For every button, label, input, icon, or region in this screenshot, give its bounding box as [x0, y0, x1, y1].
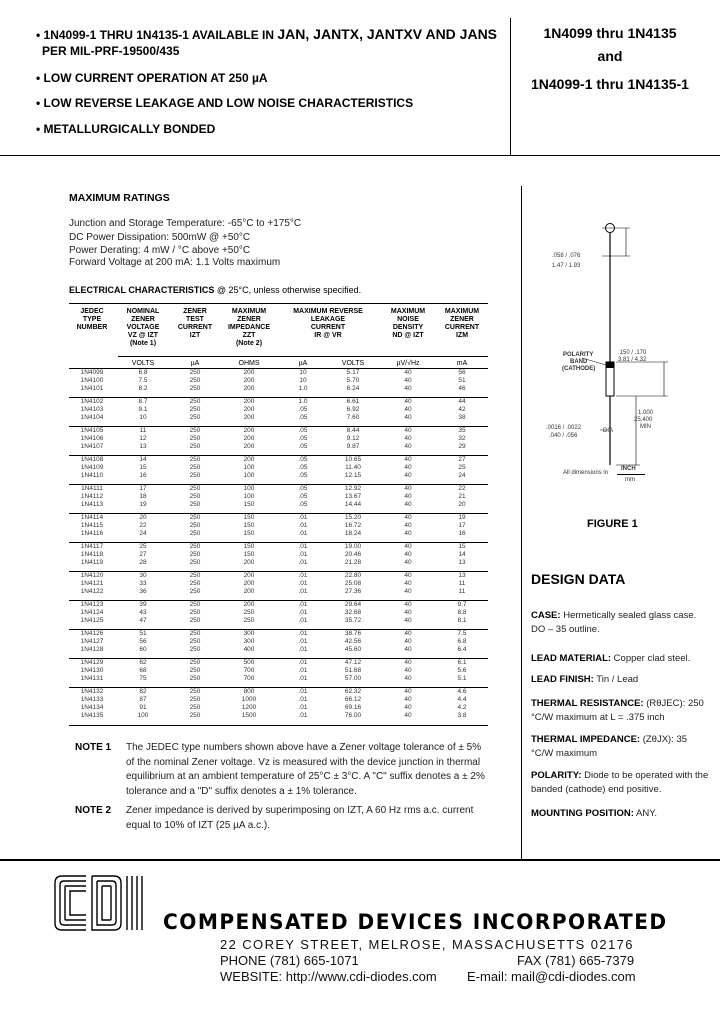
izt-cell: 250 250 250 [189, 398, 201, 421]
feature-line-2: PER MIL-PRF-19500/435 [42, 44, 180, 58]
izt-cell: 250 250 250 [189, 543, 201, 566]
company-address: 22 COREY STREET, MELROSE, MASSACHUSETTS 02176 [220, 937, 634, 952]
dim-body-len: .150 / .170 [618, 350, 647, 356]
part-range-and: and [597, 48, 623, 64]
diode-drawing [530, 190, 715, 490]
type-cell: 1N4129 1N4130 1N4131 [80, 659, 104, 682]
rating-line: Forward Voltage at 200 mA: 1.1 Volts maximum [69, 257, 281, 268]
zzt-cell: 200 200 200 [243, 369, 255, 392]
ir-cell: .01 .01 .01 [298, 543, 308, 566]
izm-cell: 22 21 20 [458, 485, 466, 508]
design-data-heading: DESIGN DATA [531, 571, 626, 587]
type-cell: 1N4099 1N4100 1N4101 [80, 369, 104, 392]
nd-cell: 40 40 40 [404, 485, 412, 508]
body-column-divider [521, 186, 522, 859]
dim-band: BAND [570, 359, 588, 365]
type-cell: 1N4111 1N4112 1N4113 [80, 485, 104, 508]
izm-cell: 15 14 13 [458, 543, 466, 566]
ir-cell: .01 .01 .01 [298, 572, 308, 595]
vz-cell: 8.7 9.1 10 [138, 398, 148, 421]
top-divider [0, 155, 720, 156]
vz-cell: 62 68 75 [139, 659, 147, 682]
vz-cell: 82 87 91 100 [137, 688, 149, 719]
dim-dia: DIA [603, 428, 614, 434]
nd-cell: 40 40 40 [404, 630, 412, 653]
vz-cell: 11 12 13 [139, 427, 147, 450]
dim-lead-dia: .058 / .076 [552, 253, 581, 259]
col-header-vz: NOMINAL ZENER VOLTAGE VZ @ IZT (Note 1) [126, 308, 160, 347]
vz-cell: 20 22 24 [139, 514, 147, 537]
feature-line-5: • METALLURGICALLY BONDED [36, 122, 216, 136]
rating-line: Junction and Storage Temperature: -65°C to +175°C [69, 218, 302, 229]
vr-cell: 47.12 51.68 57.00 [344, 659, 362, 682]
units-rule [118, 356, 488, 357]
zzt-cell: 100 100 150 [243, 485, 255, 508]
ir-cell: .01 .01 .01 [298, 514, 308, 537]
izt-cell: 250 250 250 [189, 514, 201, 537]
ir-cell: 1.0 .05 .05 [298, 398, 308, 421]
izt-cell: 250 250 250 [189, 485, 201, 508]
rating-line: DC Power Dissipation: 500mW @ +50°C [69, 232, 251, 243]
dim-wire-dia-mm: .040 / .056 [549, 433, 578, 439]
col-header-nd: MAXIMUM NOISE DENSITY ND @ IZT [390, 308, 426, 339]
vr-cell: 8.44 9.12 9.87 [346, 427, 360, 450]
table-bottom-rule [69, 725, 488, 726]
design-data-mounting: MOUNTING POSITION: ANY. [531, 808, 657, 819]
unit-izm: mA [456, 360, 468, 367]
izt-cell: 250 250 250 [189, 456, 201, 479]
figure-caption: FIGURE 1 [587, 518, 638, 530]
design-data-lead-finish: LEAD FINISH: Tin / Lead [531, 674, 639, 685]
type-cell: 1N4132 1N4133 1N4134 1N4135 [80, 688, 104, 719]
max-ratings-heading: MAXIMUM RATINGS [69, 192, 170, 204]
col-header-type: JEDEC TYPE NUMBER [76, 308, 108, 331]
dim-mm: mm [625, 477, 635, 483]
vr-cell: 29.64 32.68 35.72 [344, 601, 362, 624]
zzt-cell: 800 1000 1200 1500 [241, 688, 257, 719]
dim-lead-len-min: MIN [640, 424, 651, 430]
table-top-rule [69, 303, 488, 304]
zzt-cell: 200 200 200 [243, 398, 255, 421]
izt-cell: 250 250 250 [189, 601, 201, 624]
cdi-logo [52, 868, 162, 938]
dim-cathode: (CATHODE) [562, 366, 596, 372]
zzt-cell: 150 150 200 [243, 543, 255, 566]
vz-cell: 17 18 19 [139, 485, 147, 508]
vz-cell: 51 56 60 [139, 630, 147, 653]
unit-vz: VOLTS [131, 360, 155, 367]
vr-cell: 62.32 66.12 69.16 76.00 [344, 688, 362, 719]
col-header-izt: ZENER TEST CURRENT IZT [177, 308, 213, 339]
ir-cell: .05 .05 .05 [298, 485, 308, 508]
feature-line-4: • LOW REVERSE LEAKAGE AND LOW NOISE CHARACTERISTICS [36, 96, 414, 110]
izm-cell: 56 51 46 [458, 369, 466, 392]
rating-line: Power Derating: 4 mW / °C above +50°C [69, 245, 251, 256]
izm-cell: 35 32 29 [458, 427, 466, 450]
izm-cell: 19 17 16 [458, 514, 466, 537]
ir-cell: .05 .05 .05 [298, 456, 308, 479]
dim-lead-dia-mm: 1.47 / 1.93 [552, 263, 581, 269]
type-cell: 1N4117 1N4118 1N4119 [80, 543, 104, 566]
izm-cell: 6.1 5.6 5.1 [457, 659, 467, 682]
nd-cell: 40 40 40 [404, 398, 412, 421]
vr-cell: 22.80 25.08 27.36 [344, 572, 362, 595]
design-data-case: CASE: Hermetically sealed glass case. DO – 35 outline. [531, 610, 697, 635]
zzt-cell: 200 100 100 [243, 456, 255, 479]
izm-cell: 13 11 11 [458, 572, 466, 595]
izm-cell: 7.5 6.8 6.4 [457, 630, 467, 653]
dim-unit-rule [617, 474, 645, 475]
company-name: COMPENSATED DEVICES INCORPORATED [163, 910, 668, 934]
nd-cell: 40 40 40 [404, 514, 412, 537]
zzt-cell: 300 300 400 [243, 630, 255, 653]
bottom-divider [0, 859, 720, 861]
design-data-lead-material: LEAD MATERIAL: Copper clad steel. [531, 653, 691, 664]
izt-cell: 250 250 250 [189, 427, 201, 450]
col-header-izm: MAXIMUM ZENER CURRENT IZM [444, 308, 480, 339]
vz-cell: 30 33 36 [139, 572, 147, 595]
feature-line-1: • 1N4099-1 THRU 1N4135-1 AVAILABLE IN JAN, JANTX, JANTXV AND JANS [36, 26, 498, 42]
ir-cell: .01 .01 .01 [298, 601, 308, 624]
zzt-cell: 200 250 250 [243, 601, 255, 624]
izm-cell: 44 42 38 [458, 398, 466, 421]
col-header-zzt: MAXIMUM ZENER IMPEDANCE ZZT (Note 2) [227, 308, 270, 347]
design-data-polarity: POLARITY: Diode to be operated with the banded (cathode) end positive. [531, 770, 709, 795]
feature-line-3: • LOW CURRENT OPERATION AT 250 µA [36, 71, 268, 85]
ir-cell: .05 .05 .05 [298, 427, 308, 450]
nd-cell: 40 40 40 [404, 427, 412, 450]
nd-cell: 40 40 40 [404, 659, 412, 682]
company-fax: FAX (781) 665-7379 [517, 953, 635, 968]
dim-body-len-mm: 3.81 / 4.32 [618, 357, 647, 363]
part-range-title: 1N4099 thru 1N4135 [543, 25, 677, 41]
nd-cell: 40 40 40 [404, 572, 412, 595]
nd-cell: 40 40 40 40 [404, 688, 412, 719]
vr-cell: 10.65 11.40 12.15 [344, 456, 362, 479]
ir-cell: .01 .01 .01 [298, 630, 308, 653]
nd-cell: 40 40 40 [404, 543, 412, 566]
company-email[interactable]: E-mail: mail@cdi-diodes.com [467, 969, 636, 984]
note-2-text: Zener impedance is derived by superimposing on IZT, A 60 Hz rms a.c. current equal to 10% of IZT (25 µA a.c.). [126, 805, 474, 831]
design-data-thermal-impedance: THERMAL IMPEDANCE: (ZθJX): 35 °C/W maximum [531, 734, 688, 759]
vz-cell: 14 15 16 [139, 456, 147, 479]
nd-cell: 40 40 40 [404, 369, 412, 392]
unit-izt: µA [190, 360, 200, 367]
dim-lead-len-mm: 25.400 [634, 417, 653, 423]
vr-cell: 38.76 42.56 45.60 [344, 630, 362, 653]
ir-cell: 10 10 1.0 [298, 369, 308, 392]
col-header-ir: MAXIMUM REVERSE LEAKAGE CURRENT IR @ VR [293, 308, 363, 339]
ir-cell: .01 .01 .01 [298, 659, 308, 682]
type-cell: 1N4120 1N4121 1N4122 [80, 572, 104, 595]
unit-ir: µA [298, 360, 308, 367]
zzt-cell: 500 700 700 [243, 659, 255, 682]
type-cell: 1N4102 1N4103 1N4104 [80, 398, 104, 421]
note-1-text: The JEDEC type numbers shown above have a Zener voltage tolerance of ± 5% of the nominal Zener voltage. Vz is measured with the device junction in thermal equilibrium at an ambient temperature of 25°C ± 3°C. A "C" suffix denotes a ± 2% tolerance and a "D" suffix denotes a ± 1% tolerance. [126, 742, 485, 797]
zzt-cell: 200 200 200 [243, 427, 255, 450]
izt-cell: 250 250 250 [189, 630, 201, 653]
dim-lead-len: 1.000 [638, 410, 654, 416]
vr-cell: 15.20 16.72 18.24 [344, 514, 362, 537]
dim-wire-dia: .0016 / .0022 [546, 425, 582, 431]
note-1-label: NOTE 1 [75, 742, 112, 753]
ir-cell: .01 .01 .01 .01 [298, 688, 308, 719]
dim-all-dims: All dimensions in [563, 470, 609, 476]
type-cell: 1N4114 1N4115 1N4116 [80, 514, 104, 537]
design-data-thermal-resistance: THERMAL RESISTANCE: (RθJEC): 250 °C/W maximum at L = .375 inch [531, 698, 704, 723]
elec-char-heading: ELECTRICAL CHARACTERISTICS @ 25°C, unless otherwise specified. [69, 285, 362, 295]
nd-cell: 40 40 40 [404, 601, 412, 624]
unit-zzt: OHMS [238, 360, 260, 367]
unit-nd: µV/√Hz [396, 360, 420, 367]
type-cell: 1N4108 1N4109 1N4110 [80, 456, 104, 479]
izt-cell: 250 250 250 [189, 369, 201, 392]
vr-cell: 12.92 13.67 14.44 [344, 485, 362, 508]
izm-cell: 27 25 24 [458, 456, 466, 479]
unit-vr: VOLTS [341, 360, 365, 367]
vz-cell: 25 27 28 [139, 543, 147, 566]
izm-cell: 9.7 8.8 8.1 [457, 601, 467, 624]
izt-cell: 250 250 250 [189, 659, 201, 682]
type-cell: 1N4126 1N4127 1N4128 [80, 630, 104, 653]
type-cell: 1N4105 1N4106 1N4107 [80, 427, 104, 450]
type-cell: 1N4123 1N4124 1N4125 [80, 601, 104, 624]
vr-cell: 5.17 5.70 6.24 [346, 369, 360, 392]
vz-cell: 6.8 7.5 8.2 [138, 369, 148, 392]
izt-cell: 250 250 250 250 [189, 688, 201, 719]
vz-cell: 39 43 47 [139, 601, 147, 624]
vr-cell: 6.61 6.92 7.60 [346, 398, 360, 421]
nd-cell: 40 40 40 [404, 456, 412, 479]
zzt-cell: 200 200 200 [243, 572, 255, 595]
dim-inch: INCH [621, 466, 636, 472]
company-website[interactable]: WEBSITE: http://www.cdi-diodes.com [220, 969, 437, 984]
part-range-title-2: 1N4099-1 thru 1N4135-1 [531, 76, 689, 92]
note-2-label: NOTE 2 [75, 805, 112, 816]
company-phone: PHONE (781) 665-1071 [220, 953, 359, 968]
dim-polarity: POLARITY [563, 352, 594, 358]
zzt-cell: 150 150 150 [243, 514, 255, 537]
vr-cell: 19.00 20.46 21.28 [344, 543, 362, 566]
izt-cell: 250 250 250 [189, 572, 201, 595]
izm-cell: 4.6 4.4 4.2 3.8 [457, 688, 467, 719]
